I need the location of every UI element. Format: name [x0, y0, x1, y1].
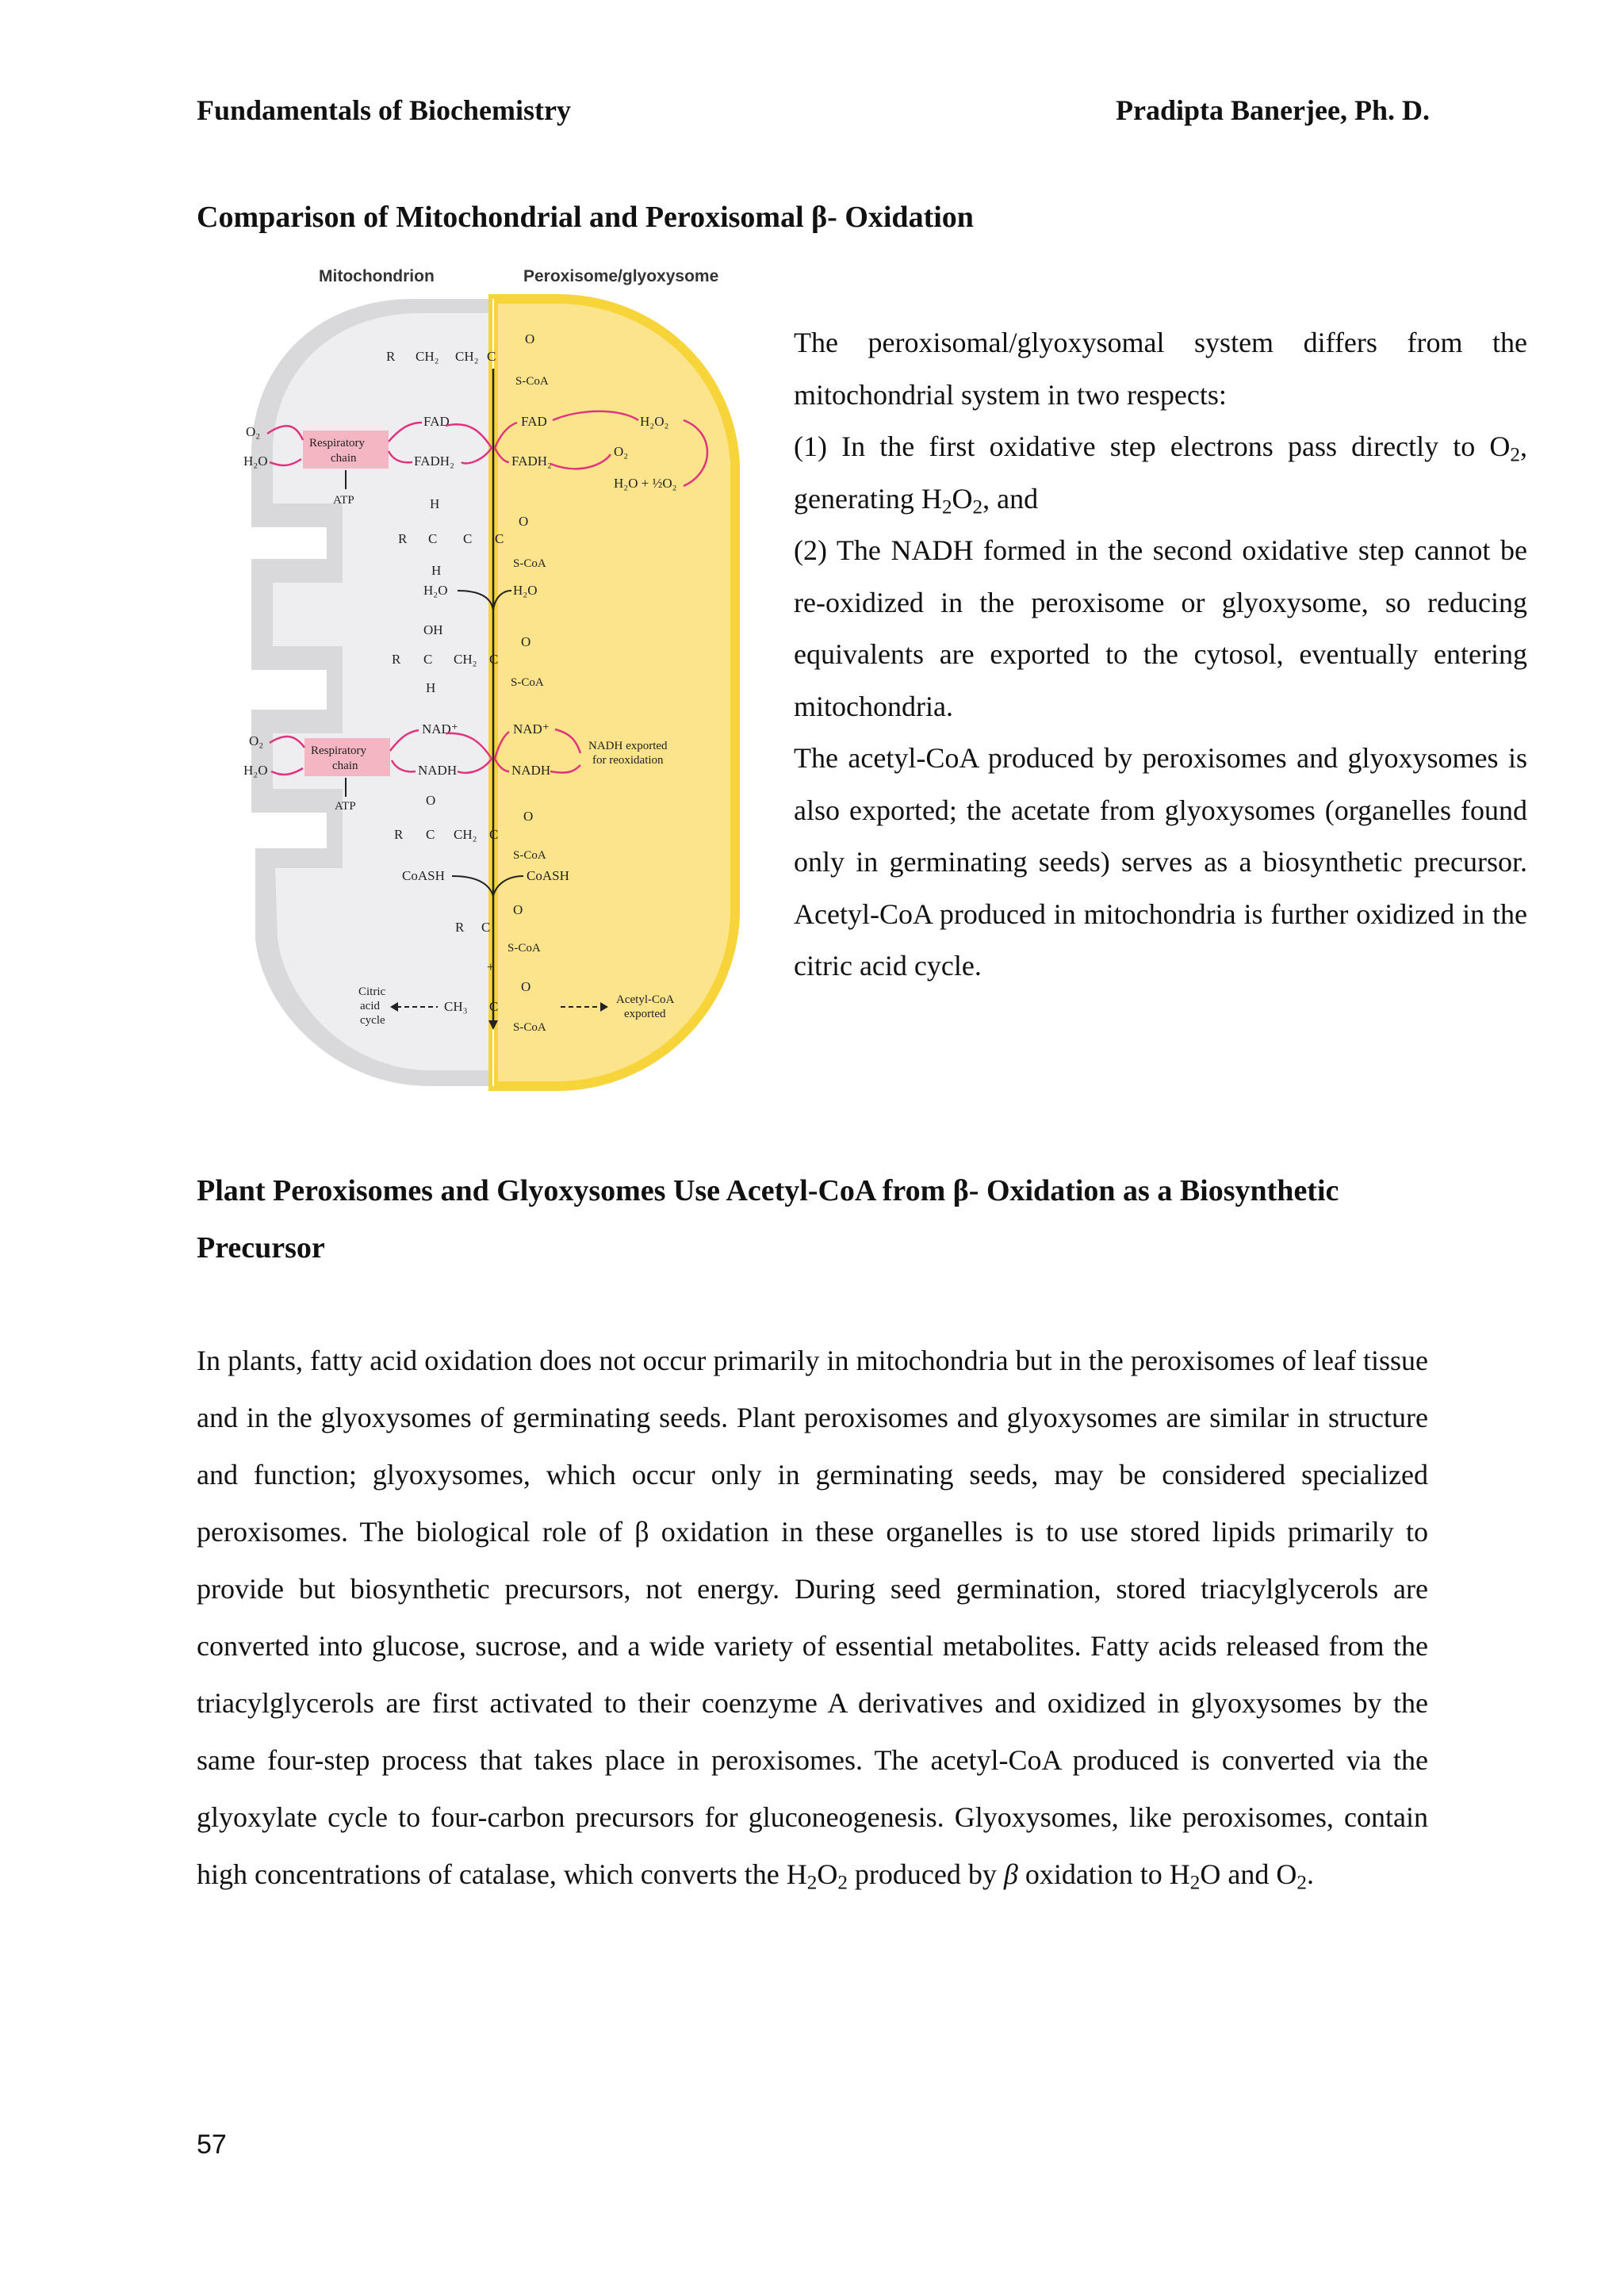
h2o-half-o2-label: H₂O + ½O₂ — [614, 476, 677, 491]
chem-c: C — [423, 652, 433, 667]
nadh-label: NADH — [511, 763, 551, 778]
chem-c: C — [463, 531, 473, 546]
chem-ch2: CH₂ — [416, 349, 439, 364]
chem-c: C — [495, 531, 504, 546]
nadh-exported-label: NADH exported — [588, 740, 668, 752]
section-title-comparison: Comparison of Mitochondrial and Peroxisomal β- Oxidation — [197, 201, 974, 234]
chem-scoa: S-CoA — [508, 942, 541, 955]
respiratory-chain-label: chain — [331, 452, 357, 465]
chem-c: C — [489, 827, 499, 842]
chem-o: O — [426, 793, 436, 808]
chem-c: C — [487, 349, 496, 364]
fad-label: FAD — [423, 414, 450, 429]
nad-label: NAD⁺ — [422, 721, 458, 737]
fadh2-label: FADH₂ — [511, 453, 552, 469]
fadh2-label: FADH₂ — [414, 453, 454, 469]
chem-ch2: CH₂ — [454, 652, 477, 667]
chem-c: C — [489, 652, 499, 667]
chem-c: C — [428, 531, 438, 546]
chem-scoa: S-CoA — [513, 849, 546, 862]
header-author: Pradipta Banerjee, Ph. D. — [1116, 94, 1430, 126]
mitochondrion-inner — [273, 313, 493, 1070]
page-number: 57 — [197, 2130, 227, 2160]
h2o-label: H₂O — [513, 583, 538, 598]
citric-acid-cycle-label: acid — [360, 1000, 380, 1012]
chem-h: H — [430, 496, 440, 511]
chem-scoa: S-CoA — [515, 375, 549, 388]
plant-peroxisome-paragraph: In plants, fatty acid oxidation does not occur primarily in mitochondria but in the peroxisomes of leaf tissue and in the glyoxysomes of germinating seeds. Plant peroxisomes and glyoxysomes are similar in structure and function; glyoxysomes, which occur only in germinating seeds, may be considered specialized peroxisomes. The biological role of β oxidation in these organelles is to use stored lipids primarily to provide but biosynthetic precursors, not energy. During seed germination, stored triacylglycerols are converted into glucose, sucrose, and a wide variety of essential metabolites. Fatty acids released from the triacylglycerols are first activated to their coenzyme A derivatives and oxidized in glyoxysomes by the same four-step process that takes place in peroxisomes. The acetyl-CoA produced is converted via the glyoxylate cycle to four-carbon precursors for gluconeogenesis. Glyoxysomes, like peroxisomes, contain high concentrations of catalase, which converts the $H_2O_2$ produced by β oxidation to $H_2O$ and $O_2$. — [197, 1345, 1428, 1894]
chem-r: R — [394, 827, 404, 842]
fad-label: FAD — [521, 414, 547, 429]
h2o-label: H₂O — [423, 583, 448, 598]
o2-label: O₂ — [246, 424, 261, 439]
chem-ch2: CH₂ — [455, 349, 479, 364]
chem-c: C — [489, 999, 499, 1014]
respiratory-chain-label: Respiratory — [311, 744, 366, 757]
citric-acid-cycle-label: cycle — [360, 1014, 385, 1027]
chem-ch3: CH₃ — [444, 999, 468, 1014]
section-title-plant-peroxisomes: Plant Peroxisomes and Glyoxysomes Use Acetyl-CoA from β- Oxidation as a Biosynthetic Precursor — [197, 1174, 1339, 1265]
paragraph: (1) In the first oxidative step electrons pass directly to $O_2$, generating $H_2O_2$, and — [794, 430, 1527, 518]
respiratory-chain-label: chain — [332, 760, 358, 772]
paragraph: (2) The NADH formed in the second oxidative step cannot be re-oxidized in the peroxisome or glyoxysome, so reducing equivalents are exported to the cytosol, eventually entering mitochondria. — [794, 534, 1527, 722]
beta-oxidation-comparison-figure — [208, 258, 755, 1094]
chem-scoa: S-CoA — [513, 557, 546, 570]
nad-label: NAD⁺ — [513, 721, 550, 737]
chem-o: O — [521, 979, 531, 994]
acetyl-coa-exported-label: Acetyl-CoA — [616, 993, 675, 1006]
comparison-description — [794, 317, 1527, 993]
paragraph: The acetyl-CoA produced by peroxisomes and glyoxysomes is also exported; the acetate from glyoxysomes (organelles found only in germinating seeds) serves as a biosynthetic precursor. Acetyl-CoA produced in mitochondria is further oxidized in the citric acid cycle. — [794, 742, 1527, 982]
o2-label: O₂ — [249, 733, 264, 748]
atp-label: ATP — [335, 800, 356, 813]
coash-label: CoASH — [402, 868, 445, 883]
header-title: Fundamentals of Biochemistry — [197, 94, 571, 126]
chem-r: R — [398, 531, 408, 546]
chem-r: R — [386, 349, 396, 364]
figure-label-mitochondrion: Mitochondrion — [319, 267, 435, 285]
atp-label: ATP — [333, 494, 354, 507]
h2o-label: H₂O — [243, 763, 268, 778]
chem-o: O — [519, 514, 529, 529]
coash-label: CoASH — [527, 868, 569, 883]
acetyl-coa-exported-label: exported — [624, 1008, 666, 1020]
chem-o: O — [523, 809, 534, 824]
chem-o: O — [513, 902, 523, 917]
chem-ch2: CH₂ — [454, 827, 477, 842]
paragraph: The peroxisomal/glyoxysomal system differs from the mitochondrial system in two respects: — [794, 327, 1527, 411]
chem-o: O — [521, 634, 531, 649]
chem-scoa: S-CoA — [513, 1021, 546, 1034]
chem-h: H — [431, 563, 442, 578]
h2o2-label: H₂O₂ — [640, 414, 669, 429]
nadh-label: NADH — [418, 763, 458, 778]
h2o-label: H₂O — [243, 453, 268, 469]
nadh-exported-label: for reoxidation — [592, 754, 664, 767]
chem-h: H — [426, 680, 436, 695]
chem-plus: + — [487, 959, 495, 974]
figure-label-peroxisome: Peroxisome/glyoxysome — [523, 267, 719, 285]
chem-r: R — [392, 652, 401, 667]
o2-label: O₂ — [614, 444, 629, 459]
chem-scoa: S-CoA — [511, 676, 544, 689]
respiratory-chain-label: Respiratory — [309, 437, 365, 450]
chem-o: O — [525, 331, 535, 346]
chem-c: C — [481, 920, 491, 935]
citric-acid-cycle-label: Citric — [358, 985, 386, 998]
chem-oh: OH — [423, 622, 443, 637]
chem-c: C — [426, 827, 435, 842]
chem-r: R — [455, 920, 465, 935]
